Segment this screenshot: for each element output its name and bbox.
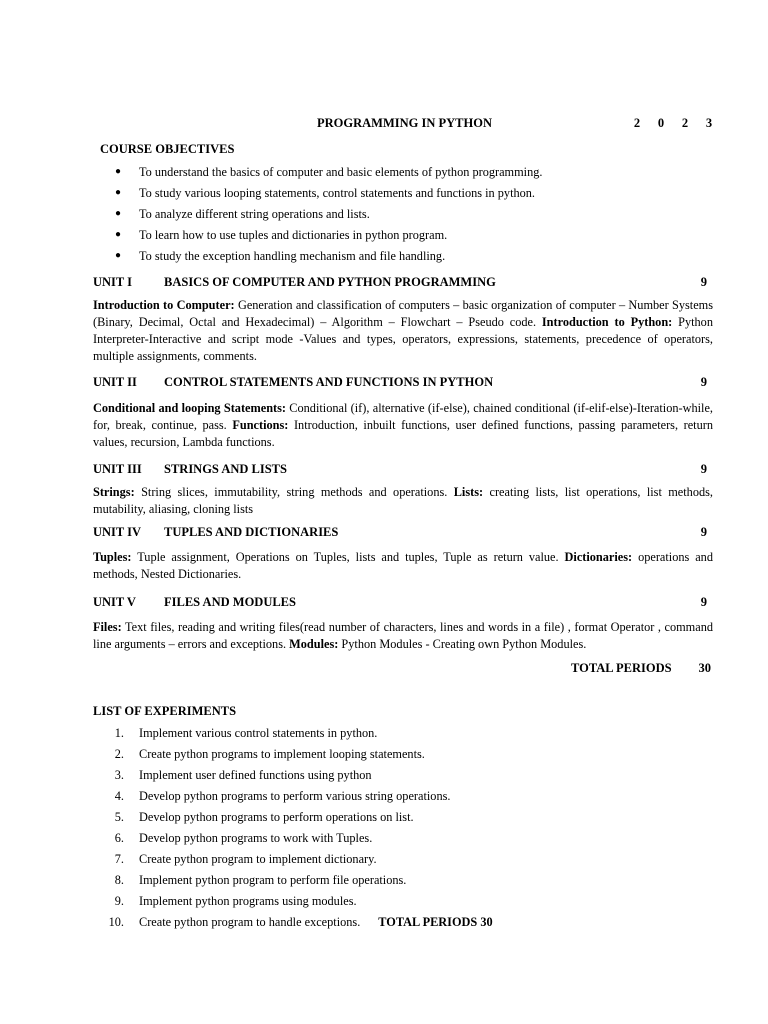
objective-item: ● To understand the basics of computer and basic elements of python programming. <box>115 165 543 179</box>
experiment-item: 2. Create python programs to implement looping statements. <box>114 747 425 761</box>
experiment-item: 10. Create python program to handle exceptions. TOTAL PERIODS 30 <box>108 915 493 929</box>
credit-lecture: 2 <box>633 116 641 130</box>
experiment-item: 9. Implement python programs using modules. <box>114 894 357 908</box>
unit-number: UNIT III <box>93 462 142 476</box>
unit-hours: 9 <box>700 525 707 539</box>
unit-number: UNIT II <box>93 375 137 389</box>
unit-title: BASICS OF COMPUTER AND PYTHON PROGRAMMING <box>164 275 496 289</box>
credit-tutorial: 0 <box>657 116 665 130</box>
unit-hours: 9 <box>700 462 707 476</box>
unit-hours: 9 <box>700 595 707 609</box>
credit-practical: 2 <box>681 116 689 130</box>
unit-1-content: Introduction to Computer: Generation and classification of computers – basic organization of computer – Number Systems (Binary, Decimal, Octal and Hexadecimal) – Algorithm – Flowchart – Pseudo code. Introduction to Python: Python Interpreter-Interactive and script mode -Values and types, operators, expressions, statements, precedence of operators, multiple assignments, comments. <box>93 298 714 363</box>
unit-3-header <box>93 462 713 480</box>
objective-item: ● To study the exception handling mechanism and file handling. <box>115 249 446 263</box>
unit-4-header <box>93 525 713 543</box>
experiment-item: 7. Create python program to implement dictionary. <box>114 852 377 866</box>
experiment-item: 6. Develop python programs to work with Tuples. <box>114 831 373 845</box>
experiments-total-periods: TOTAL PERIODS 30 <box>378 915 493 929</box>
unit-title: CONTROL STATEMENTS AND FUNCTIONS IN PYTHON <box>164 375 494 389</box>
total-periods-value: 30 <box>698 661 711 675</box>
unit-title: FILES AND MODULES <box>164 595 296 609</box>
unit-5-header <box>93 595 713 613</box>
bullet-icon: ● <box>115 166 122 177</box>
unit-title: STRINGS AND LISTS <box>164 462 287 476</box>
unit-1-header <box>93 275 713 293</box>
unit-hours: 9 <box>700 275 707 289</box>
objectives-list <box>112 163 542 268</box>
objective-item: ● To study various looping statements, control statements and functions in python. <box>115 186 536 200</box>
course-title: PROGRAMMING IN PYTHON <box>317 116 492 130</box>
course-credits <box>630 116 716 131</box>
experiment-item: 5. Develop python programs to perform operations on list. <box>114 810 414 824</box>
unit-number: UNIT I <box>93 275 133 289</box>
objectives-heading: COURSE OBJECTIVES <box>100 142 235 156</box>
total-periods-label: TOTAL PERIODS <box>571 661 672 675</box>
bullet-icon: ● <box>115 187 122 198</box>
experiment-item: 1. Implement various control statements in python. <box>114 726 378 740</box>
objective-item: ● To analyze different string operations and lists. <box>115 207 370 221</box>
bullet-icon: ● <box>115 208 122 219</box>
unit-hours: 9 <box>700 375 707 389</box>
unit-2-content: Conditional and looping Statements: Conditional (if), alternative (if-else), chained conditional (if-elif-else)-Iteration-while, for, break, continue, pass. Functions: Introduction, inbuilt functions, user defined functions, passing parameters, return values, recursion, Lambda functions. <box>93 401 714 449</box>
objective-item: ● To learn how to use tuples and dictionaries in python program. <box>115 228 448 242</box>
bullet-icon: ● <box>115 250 122 261</box>
credit-total: 3 <box>705 116 713 130</box>
experiment-item: 8. Implement python program to perform file operations. <box>114 873 407 887</box>
bullet-icon: ● <box>115 229 122 240</box>
experiments-heading: LIST OF EXPERIMENTS <box>93 704 237 718</box>
course-header <box>0 116 768 134</box>
unit-3-content: Strings: String slices, immutability, string methods and operations. Lists: creating lists, list operations, list methods, mutability, aliasing, cloning lists <box>93 485 713 516</box>
experiment-item: 3. Implement user defined functions using python <box>114 768 372 782</box>
unit-5-content: Files: Text files, reading and writing files(read number of characters, lines and words in a file) , format Operator , command line arguments – errors and exceptions. Modules: Python Modules - Creating own Python Modules. <box>93 620 713 651</box>
unit-number: UNIT V <box>93 595 136 609</box>
unit-4-content: Tuples: Tuple assignment, Operations on Tuples, lists and tuples, Tuple as return value. Dictionaries: operations and methods, Nested Dictionaries. <box>93 550 713 581</box>
unit-number: UNIT IV <box>93 525 142 539</box>
unit-title: TUPLES AND DICTIONARIES <box>164 525 339 539</box>
unit-2-header <box>93 375 713 393</box>
experiments-list <box>100 724 493 934</box>
experiment-item: 4. Develop python programs to perform various string operations. <box>114 789 451 803</box>
total-periods <box>571 661 713 676</box>
